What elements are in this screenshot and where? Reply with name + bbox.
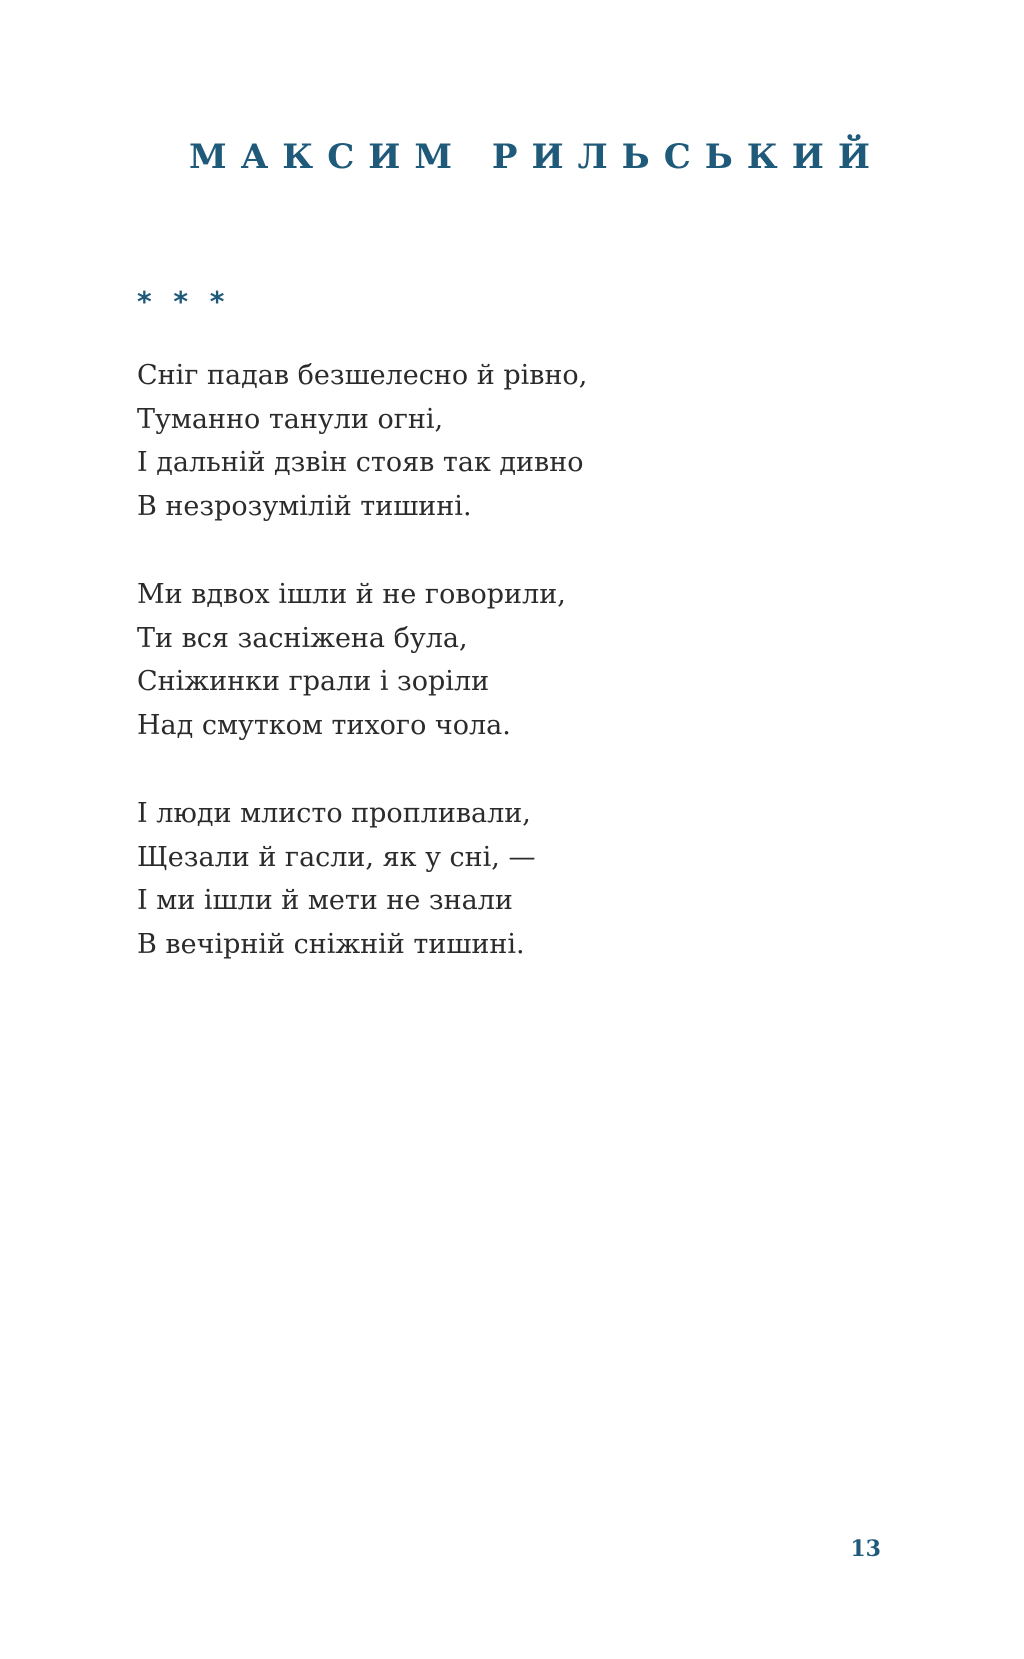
stanza-1	[137, 354, 897, 528]
stanza-2	[137, 573, 897, 747]
poem-line: Ми вдвох ішли й не говорили,	[137, 579, 566, 610]
poem-line: І дальній дзвін стояв так дивно	[137, 447, 584, 478]
author-name: МАКСИМ РИЛЬСЬКИЙ	[188, 137, 884, 177]
page-number: 13	[850, 1536, 881, 1562]
poem-line: Над смутком тихого чола.	[137, 709, 511, 741]
poem-line: Щезали й гасли, як у сні, —	[137, 841, 536, 873]
poem-line: Ти вся засніжена була,	[137, 622, 468, 654]
poem-line: Туманно танули огні,	[137, 403, 444, 435]
stanza-3	[137, 792, 897, 966]
poem-line: В незрозумілій тишині.	[137, 490, 472, 522]
poem-body	[137, 354, 897, 1011]
poem-title-asterisks: * * *	[137, 285, 231, 318]
poem-line: І люди млисто пропливали,	[137, 798, 531, 829]
poem-line: В вечірній сніжній тишині.	[137, 928, 525, 960]
poem-line: Сніг падав безшелесно й рівно,	[137, 360, 588, 391]
poem-line: Сніжинки грали і зоріли	[137, 666, 490, 697]
poem-line: І ми ішли й мети не знали	[137, 885, 513, 916]
